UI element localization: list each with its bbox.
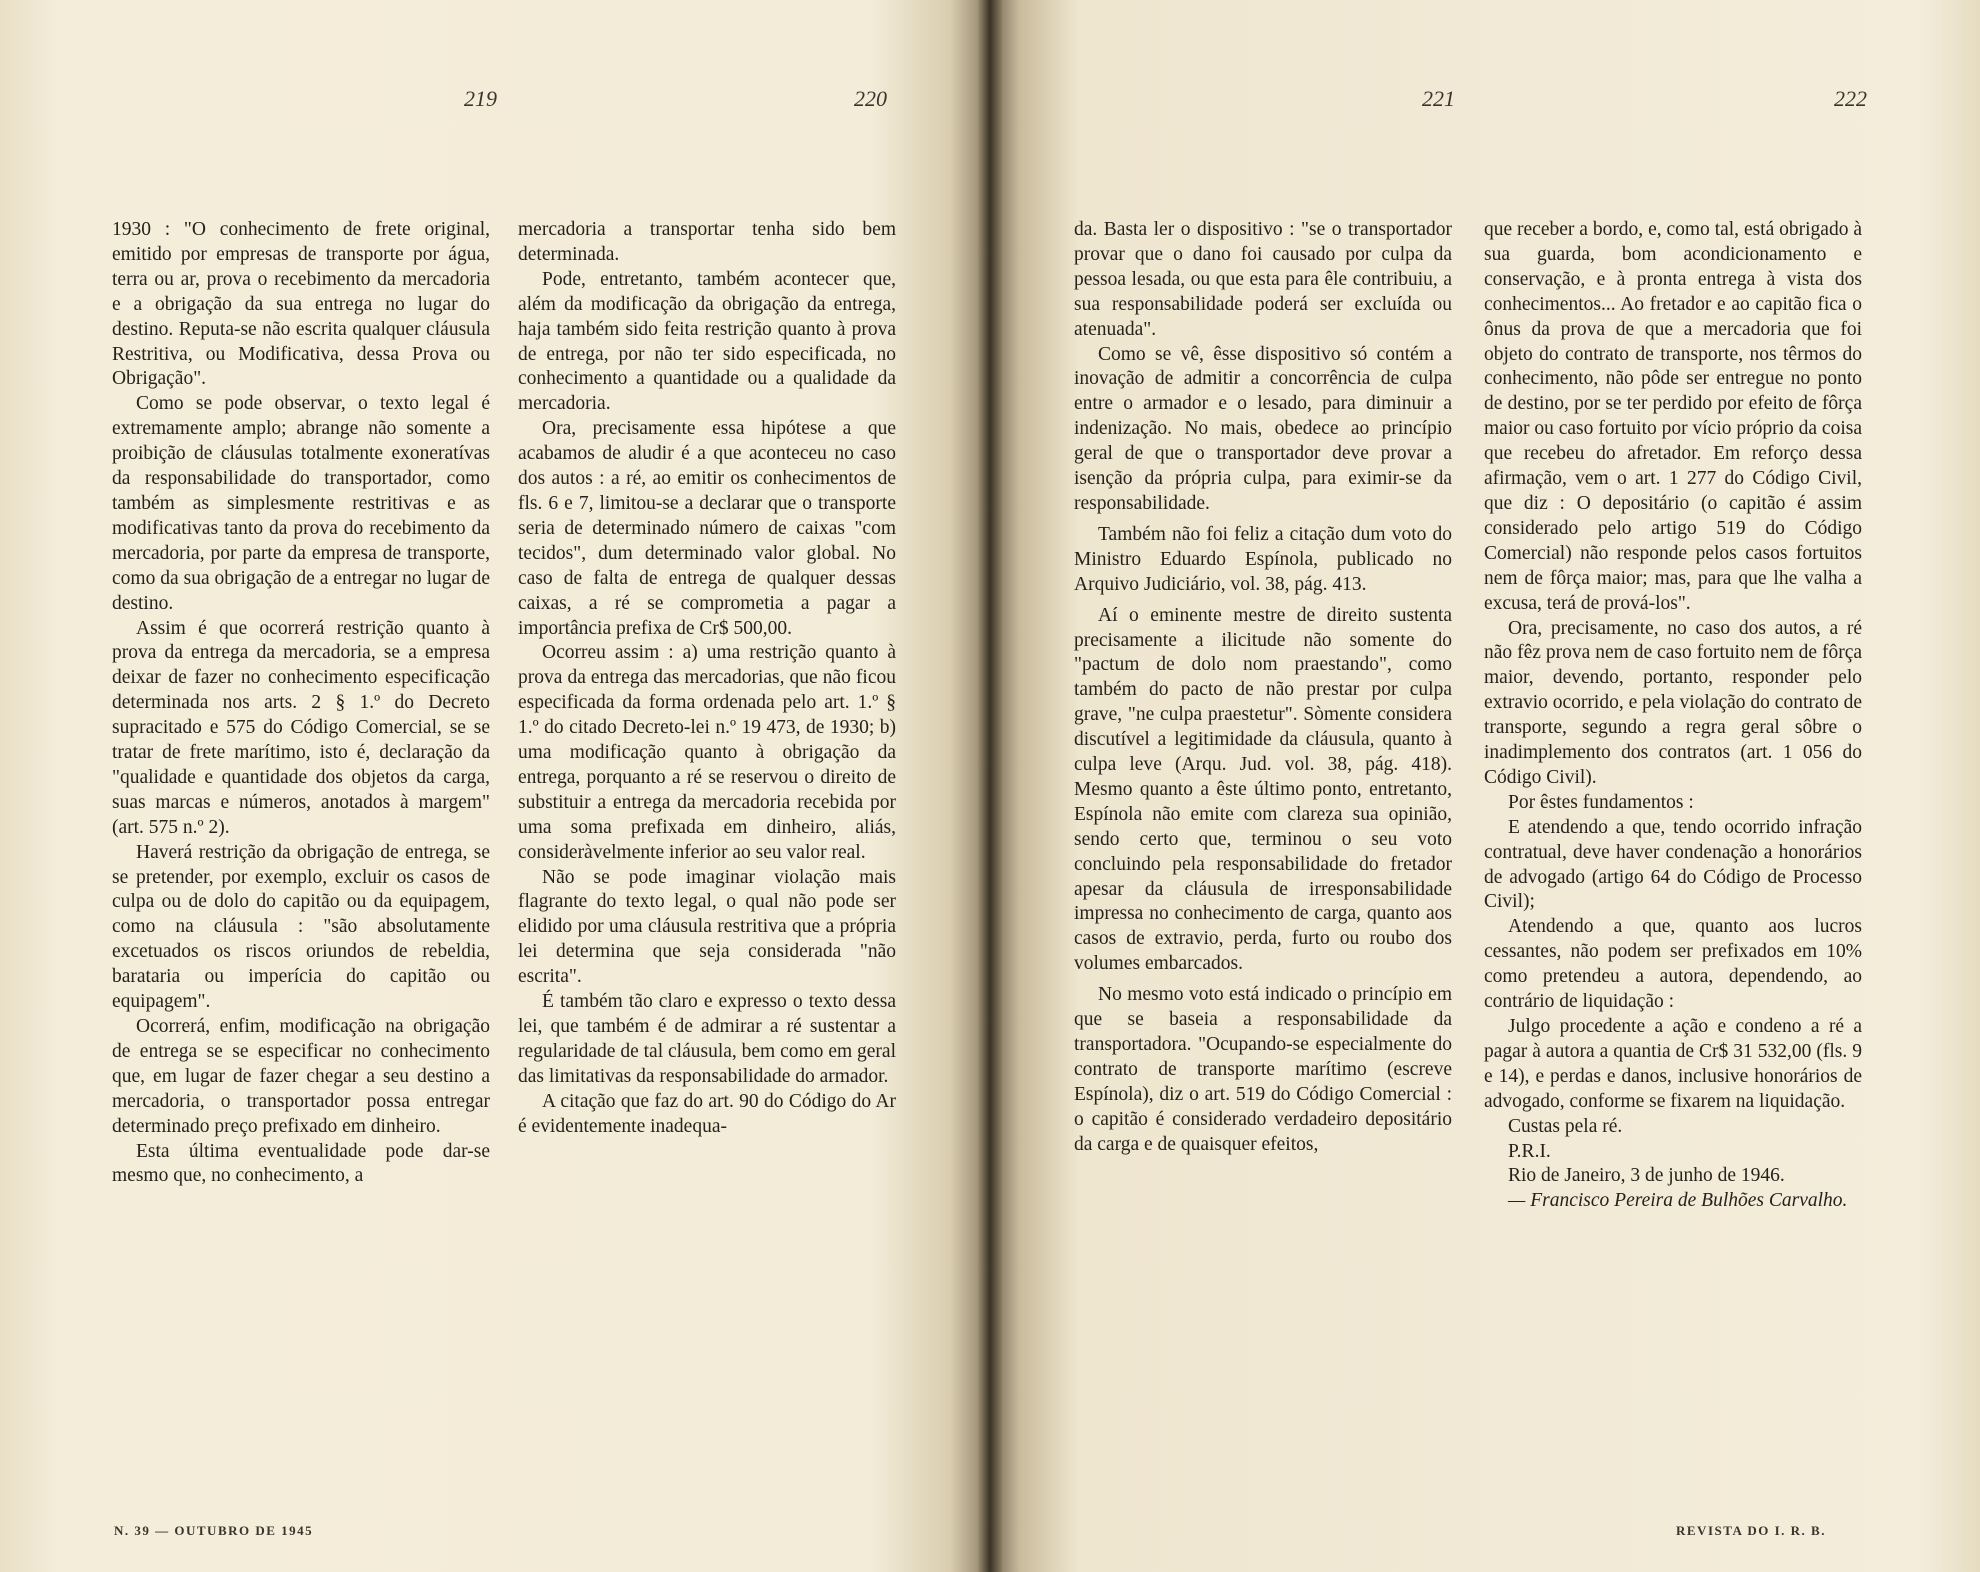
paragraph: P.R.I. xyxy=(1508,1140,1551,1162)
paragraph: Atendendo a que, quanto aos lucros cessantes, não podem ser prefixados em 10% como pretendeu a autora, dependendo, ao contrário de liquidação : xyxy=(1484,916,1862,1013)
paragraph: Como se pode observar, o texto legal é extremamente amplo; abrange não somente a proibição de cláusulas totalmente exoneratívas da responsabilidade do transportador, como também as simplesmente restritivas e as modificativas tanto da prova do recebimento da mercadoria, por parte da empresa de transporte, como da sua obrigação de a entregar no lugar de destino. xyxy=(112,393,490,614)
column-page-221 xyxy=(1074,218,1452,1158)
footer-journal: REVISTA DO I. R. B. xyxy=(1676,1523,1826,1538)
column-page-219 xyxy=(112,218,490,1189)
paragraph: que receber a bordo, e, como tal, está obrigado à sua guarda, bom acondicionamento e conservação, e à pronta entrega à vista dos conhecimentos... Ao fretador e ao capitão fica o ônus da prova de que a mercadoria que foi objeto do contrato de transporte, nos têrmos do conhecimento, não pôde ser entregue no ponto de destino, por se ter perdido por efeito de fôrça maior ou caso fortuito por vício próprio da coisa que recebeu do afretador. Em reforço dessa afirmação, vem o art. 1 277 do Código Civil, que diz : O depositário (o capitão é assim considerado pelo artigo 519 do Código Comercial) não responde pelos casos fortuitos nem de fôrça maior; mas, para que lhe valha a excusa, terá de prová-los". xyxy=(1484,219,1862,614)
paragraph: É também tão claro e expresso o texto dessa lei, que também é de admirar a ré sustentar a regularidade de tal cláusula, bem como em geral das limitativas da responsabilidade do armador. xyxy=(518,991,896,1087)
paragraph: Rio de Janeiro, 3 de junho de 1946. xyxy=(1508,1165,1785,1187)
paragraph: E atendendo a que, tendo ocorrido infração contratual, deve haver condenação a honorários de advogado (artigo 64 do Código de Processo Civil); xyxy=(1484,816,1862,913)
column-page-222 xyxy=(1484,218,1862,1214)
signature-line: — Francisco Pereira de Bulhões Carvalho. xyxy=(1508,1190,1848,1212)
page-number-222: 222 xyxy=(1834,86,1867,111)
page-number-220: 220 xyxy=(854,86,887,111)
paragraph: Ora, precisamente, no caso dos autos, a ré não fêz prova nem de caso fortuito nem de fôrça maior, devendo, portanto, responder pelo extravio ocorrido, e pela violação do contrato de transporte, segundo a regra geral sôbre o inadimplemento dos contratos (art. 1 056 do Código Civil). xyxy=(1484,617,1862,788)
paragraph: 1930 : "O conhecimento de frete original, emitido por empresas de transporte por água, terra ou ar, prova o recebimento da mercadoria e a obrigação da sua entrega no lugar do destino. Reputa-se não escrita qualquer cláusula Restritiva, ou Modificativa, dessa Prova ou Obrigação". xyxy=(112,219,490,390)
paragraph: Haverá restrição da obrigação de entrega, se se pretender, por exemplo, excluir os casos de culpa ou de dolo do capitão ou da equipagem, como na cláusula : "são absolutamente excetuados os riscos oriundos de rebeldia, barataria ou imperícia do capitão ou equipagem". xyxy=(112,841,490,1013)
paragraph: Assim é que ocorrerá restrição quanto à prova da entrega da mercadoria, se a empresa deixar de fazer no conhecimento especificação determinada nos arts. 2 § 1.º do Decreto supracitado e 575 do Código Comercial, se se tratar de frete marítimo, isto é, declaração da "qualidade e quantidade dos objetos da carga, suas marcas e números, anotados à margem" (art. 575 n.º 2). xyxy=(112,617,490,838)
paragraph: No mesmo voto está indicado o princípio em que se baseia a responsabilidade da transportadora. "Ocupando-se especialmente do contrato de transporte marítimo (escreve Espínola), diz o art. 519 do Código Comercial : o capitão é considerado verdadeiro depositário da carga e de quaisquer efeitos, xyxy=(1074,984,1452,1155)
paragraph: A citação que faz do art. 90 do Código do Ar é evidentemente inadequa- xyxy=(518,1090,896,1137)
paragraph: mercadoria a transportar tenha sido bem determinada. xyxy=(518,219,896,265)
paragraph: Aí o eminente mestre de direito sustenta precisamente a ilicitude não somente do "pactum de dolo nom praestando", como também do pacto de não prestar por culpa grave, "ne culpa praestetur". Sòmente considera discutível a legitimidade da cláusula, quanto à culpa leve (Arqu. Jud. vol. 38, pág. 418). Mesmo quanto a êste último ponto, entretanto, Espínola não emite com clareza sua opinião, sendo certo que, terminou o seu voto concluindo pela responsabilidade do fretador apesar da cláusula de irresponsabilidade impressa no conhecimento de carga, quanto aos casos de extravio, perda, furto ou roubo dos volumes embarcados. xyxy=(1074,604,1452,975)
page-number-221: 221 xyxy=(1422,86,1455,111)
paragraph: da. Basta ler o dispositivo : "se o transportador provar que o dano foi causado por culpa da pessoa lesada, ou que esta para êle contribuiu, a sua responsabilidade poderá ser excluída ou atenuada". xyxy=(1074,219,1452,340)
paragraph: Esta última eventualidade pode dar-se mesmo que, no conhecimento, a xyxy=(112,1140,490,1187)
right-page xyxy=(990,0,1980,1572)
paragraph: Também não foi feliz a citação dum voto do Ministro Eduardo Espínola, publicado no Arquivo Judiciário, vol. 38, pág. 413. xyxy=(1074,523,1452,595)
column-page-220 xyxy=(518,218,896,1140)
paragraph: Por êstes fundamentos : xyxy=(1508,791,1694,813)
paragraph: Ocorrerá, enfim, modificação na obrigação de entrega se se especificar no conhecimento que, em lugar de fazer chegar a seu destino a mercadoria, o transportador possa entregar determinado preço prefixado em dinheiro. xyxy=(112,1016,490,1137)
paragraph: Não se pode imaginar violação mais flagrante do texto legal, o qual não pode ser elidido por uma cláusula restritiva que a própria lei determina que seja considerada "não escrita". xyxy=(518,866,896,988)
paragraph: Como se vê, êsse dispositivo só contém a inovação de admitir a concorrência de culpa entre o armador e o lesado, para diminuir a indenização. No mais, obedece ao princípio geral de que o transportador deve provar a isenção da própria culpa, para eximir-se da responsabilidade. xyxy=(1074,343,1452,514)
paragraph: Ocorreu assim : a) uma restrição quanto à prova da entrega das mercadorias, que não ficou especificada da forma ordenada pelo art. 1.º § 1.º do citado Decreto-lei n.º 19 473, de 1930; b) uma modificação quanto à obrigação da entrega, porquanto a ré se reservou o direito de substituir a entrega da mercadoria recebida por uma soma prefixada em dinheiro, aliás, consideràvelmente inferior ao seu valor real. xyxy=(518,642,896,863)
book-gutter xyxy=(978,0,1002,1572)
paragraph: Pode, entretanto, também acontecer que, além da modificação da obrigação da entrega, haja também sido feita restrição quanto à prova de entrega, por não ter sido especificada, no conhecimento a quantidade ou a qualidade da mercadoria. xyxy=(518,268,896,415)
paragraph: Custas pela ré. xyxy=(1508,1115,1623,1137)
paragraph: Ora, precisamente essa hipótese a que acabamos de aludir é a que aconteceu no caso dos autos : a ré, ao emitir os conhecimentos de fls. 6 e 7, limitou-se a declarar que o transporte seria de determinado número de caixas "com tecidos", dum determinado valor global. No caso de falta de entrega de qualquer dessas caixas, a ré se comprometia a pagar a importância prefixa de Cr$ 500,00. xyxy=(518,418,896,639)
paragraph: Julgo procedente a ação e condeno a ré a pagar à autora a quantia de Cr$ 31 532,00 (fls. 9 e 14), e perdas e danos, inclusive honorários de advogado, conforme se fixarem na liquidação. xyxy=(1484,1016,1862,1112)
footer-issue: N. 39 — OUTUBRO DE 1945 xyxy=(114,1523,314,1538)
page-number-219: 219 xyxy=(464,86,497,111)
